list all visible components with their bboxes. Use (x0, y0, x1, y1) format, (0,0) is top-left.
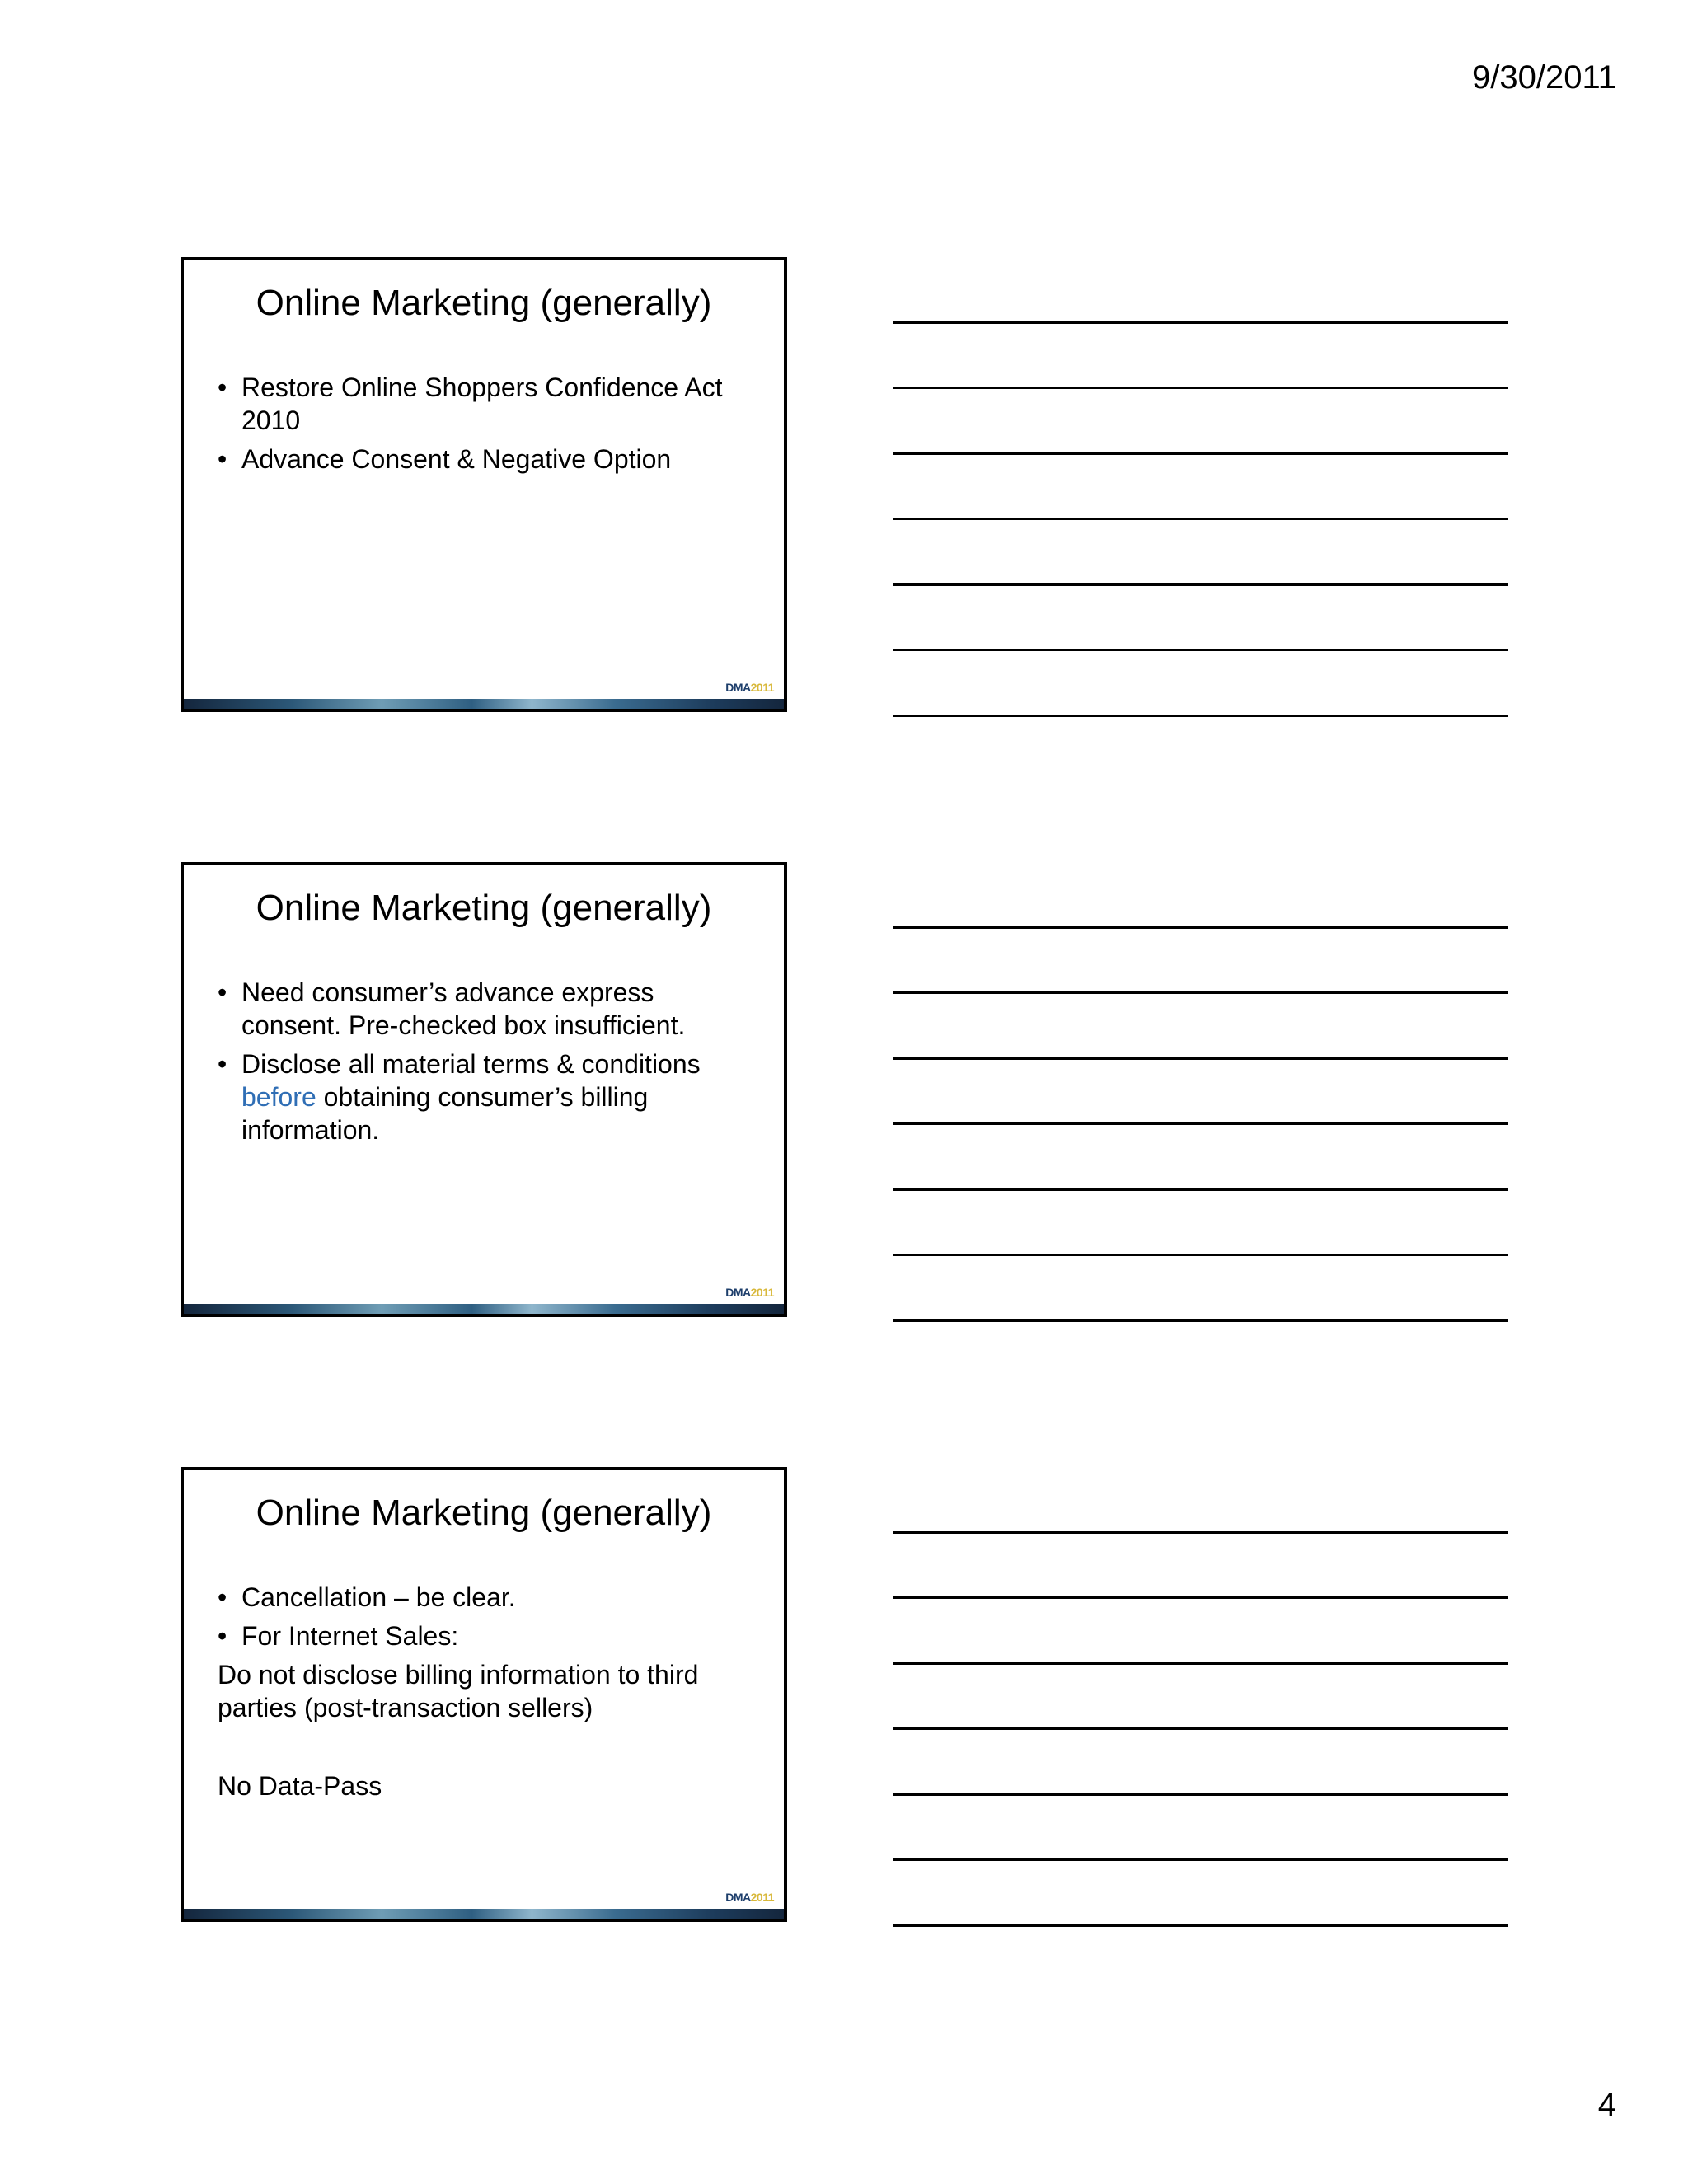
slide-title: Online Marketing (generally) (256, 283, 712, 323)
slide-body (218, 1581, 759, 1802)
note-line (893, 1662, 1508, 1665)
logo-dma-text: DMA (725, 1286, 751, 1299)
bullet-item (218, 976, 759, 1042)
note-line (893, 1596, 1508, 1599)
dma-2011-logo (725, 1891, 774, 1904)
slide-body (218, 371, 759, 481)
bullet-text-tail: obtaining consumer’s billing information. (241, 1082, 649, 1145)
note-line (893, 321, 1508, 324)
slide-thumbnail-1 (181, 257, 787, 712)
handout-date: 9/30/2011 (1472, 59, 1616, 96)
bullet-text: Need consumer’s advance express consent. Pre-checked box insufficient. (241, 977, 686, 1040)
slide-footer-band (184, 1909, 784, 1919)
bullet-text-lead: Disclose all material terms & conditions (241, 1049, 701, 1079)
note-line (893, 991, 1508, 994)
note-line (893, 452, 1508, 455)
bullet-item (218, 371, 759, 437)
logo-year-text: 2011 (750, 1286, 774, 1299)
body-paragraph: Do not disclose billing information to third parties (post-transaction sellers) (218, 1660, 699, 1722)
bullet-item (218, 1581, 759, 1614)
bullet-item (218, 1047, 759, 1146)
note-line (893, 583, 1508, 586)
slide-footer-band (184, 1304, 784, 1314)
bullet-item (218, 1619, 759, 1652)
slide-footer-band (184, 699, 784, 709)
bullet-item (218, 443, 759, 476)
bullet-icon: • (218, 373, 227, 402)
dma-2011-logo (725, 681, 774, 694)
bullet-text: Cancellation – be clear. (241, 1582, 516, 1612)
logo-year-text: 2011 (750, 1891, 774, 1904)
bullet-text: Restore Online Shoppers Confidence Act 2010 (241, 373, 723, 435)
note-line (893, 1254, 1508, 1256)
dma-2011-logo (725, 1286, 774, 1299)
slide-thumbnail-3 (181, 1467, 787, 1922)
note-line (893, 649, 1508, 651)
note-line (893, 1057, 1508, 1060)
slide-title: Online Marketing (generally) (256, 888, 712, 928)
note-line (893, 1727, 1508, 1730)
bullet-text-highlight: before (241, 1082, 316, 1112)
bullet-icon: • (218, 977, 227, 1007)
bullet-icon: • (218, 1582, 227, 1612)
note-line (893, 1188, 1508, 1191)
logo-year-text: 2011 (750, 681, 774, 694)
note-line (893, 1858, 1508, 1861)
bullet-icon: • (218, 444, 227, 474)
note-line (893, 715, 1508, 717)
note-line (893, 1319, 1508, 1322)
slide-title: Online Marketing (generally) (256, 1493, 712, 1533)
page-number: 4 (1597, 2087, 1616, 2123)
slide-body (218, 976, 759, 1152)
note-line (893, 1122, 1508, 1125)
bullet-text: Advance Consent & Negative Option (241, 444, 672, 474)
logo-dma-text: DMA (725, 1891, 751, 1904)
bullet-icon: • (218, 1621, 227, 1651)
note-line (893, 1924, 1508, 1927)
body-paragraph: No Data-Pass (218, 1771, 382, 1801)
logo-dma-text: DMA (725, 681, 751, 694)
note-line (893, 1531, 1508, 1534)
note-line (893, 518, 1508, 520)
bullet-icon: • (218, 1049, 227, 1079)
bullet-text: For Internet Sales: (241, 1621, 459, 1651)
note-line (893, 387, 1508, 389)
slide-thumbnail-2 (181, 862, 787, 1317)
note-line (893, 1793, 1508, 1796)
note-line (893, 926, 1508, 929)
